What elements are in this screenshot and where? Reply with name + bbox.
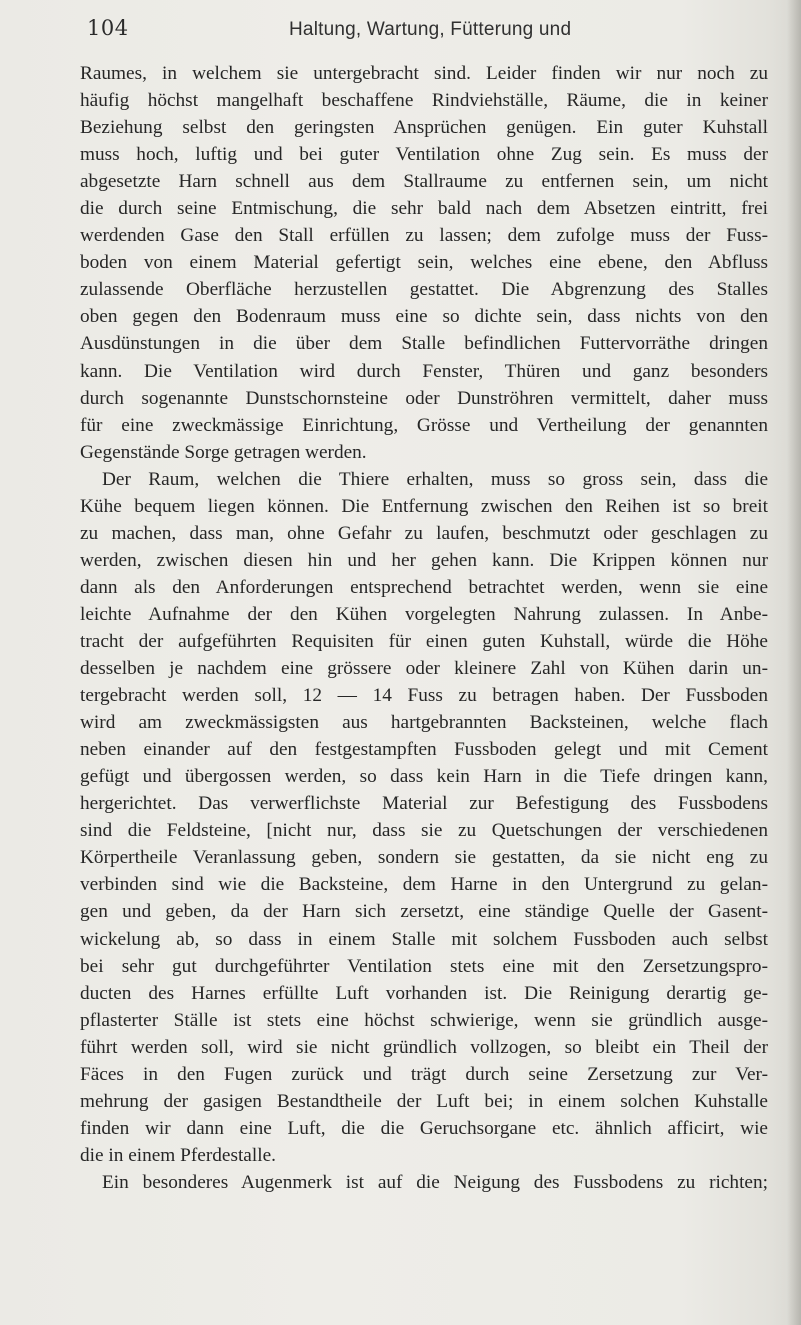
paragraph-first-line: Ein besonderes Augenmerk ist auf die Neigung des Fussbodens zu richten; [102,1171,768,1193]
text-line: Beziehung selbst den geringsten Ansprüchen genügen. Ein guter Kuhstall [80,117,768,139]
text-line: Kühe bequem liegen können. Die Entfernung zwischen den Reihen ist so breit [80,495,768,517]
text-line: neben einander auf den festgestampften Fussboden gelegt und mit Cement [80,739,768,761]
text-line: werdenden Gase den Stall erfüllen zu lassen; dem zufolge muss der Fuss- [80,225,768,247]
text-line: Raumes, in welchem sie untergebracht sind. Leider finden wir nur noch zu [80,63,768,84]
text-line: wird am zweckmässigsten aus hartgebrannten Backsteinen, welche flach [80,712,768,734]
text-line: zu machen, dass man, ohne Gefahr zu laufen, beschmutzt oder geschlagen zu [80,522,768,544]
text-line: kann. Die Ventilation wird durch Fenster, Thüren und ganz besonders [80,360,768,382]
text-line: hergerichtet. Das verwerflichste Material zur Befestigung des Fussbodens [80,793,768,815]
text-line: wickelung ab, so dass in einem Stalle mit solchem Fussboden auch selbst [80,928,768,950]
text-line: pflasterter Ställe ist stets eine höchst schwierige, wenn sie gründlich ausge- [80,1009,768,1031]
text-line: zulassende Oberfläche herzustellen gestattet. Die Abgrenzung des Stalles [80,279,768,301]
paragraph-first-line: Der Raum, welchen die Thiere erhalten, muss so gross sein, dass die [102,468,768,490]
text-line: gen und geben, da der Harn sich zersetzt, eine ständige Quelle der Gasent- [80,901,768,923]
text-line: führt werden soll, wird sie nicht gründlich vollzogen, so bleibt ein Theil der [80,1036,768,1058]
text-line: gefügt und übergossen werden, so dass kein Harn in die Tiefe dringen kann, [80,766,768,788]
body-text [80,60,768,1196]
text-line: desselben je nachdem eine grössere oder kleinere Zahl von Kühen darin un- [80,658,768,680]
running-head [87,16,707,46]
text-line: abgesetzte Harn schnell aus dem Stallraume zu entfernen sein, um nicht [80,171,768,193]
text-line: Ausdünstungen in die über dem Stalle befindlichen Futtervorräthe dringen [80,333,768,355]
text-line: werden, zwischen diesen hin und her gehen kann. Die Krippen können nur [80,549,768,571]
paragraph-last-line: die in einem Pferdestalle. [80,1144,276,1166]
text-line: häufig höchst mangelhaft beschaffene Rindviehställe, Räume, die in keiner [80,90,768,112]
text-line: leichte Aufnahme der den Kühen vorgelegten Nahrung zulassen. In Anbe- [80,603,768,625]
text-line: für eine zweckmässige Einrichtung, Grösse und Vertheilung der genannten [80,414,768,436]
page-number: 104 [87,16,129,40]
text-line: tracht der aufgeführten Requisiten für einen guten Kuhstall, würde die Höhe [80,630,768,652]
text-line: finden wir dann eine Luft, die die Geruchsorgane etc. ähnlich afficirt, wie [80,1117,768,1139]
text-line: sind die Feldsteine, [nicht nur, dass sie zu Quetschungen der verschiedenen [80,820,768,842]
text-line: verbinden sind wie die Backsteine, dem Harne in den Untergrund zu gelan- [80,874,768,896]
text-line: die durch seine Entmischung, die sehr bald nach dem Absetzen eintritt, frei [80,198,768,220]
text-line: ducten des Harnes erfüllte Luft vorhanden ist. Die Reinigung derartig ge- [80,982,768,1004]
text-line: boden von einem Material gefertigt sein, welches eine ebene, den Abfluss [80,252,768,274]
text-line: muss hoch, luftig und bei guter Ventilation ohne Zug sein. Es muss der [80,144,768,166]
text-line: mehrung der gasigen Bestandtheile der Luft bei; in einem solchen Kuhstalle [80,1090,768,1112]
text-line: oben gegen den Bodenraum muss eine so dichte sein, dass nichts von den [80,306,768,328]
text-line: dann als den Anforderungen entsprechend betrachtet werden, wenn sie eine [80,576,768,598]
paragraph-last-line: Gegenstände Sorge getragen werden. [80,441,367,463]
text-line: Körpertheile Veranlassung geben, sondern sie gestatten, da sie nicht eng zu [80,847,768,869]
text-line: Fäces in den Fugen zurück und trägt durch seine Zersetzung zur Ver- [80,1063,768,1085]
text-line: durch sogenannte Dunstschornsteine oder Dunströhren vermittelt, daher muss [80,387,768,409]
page-edge-shadow [787,0,801,1325]
text-line: bei sehr gut durchgeführter Ventilation stets eine mit den Zersetzungspro- [80,955,768,977]
running-title: Haltung, Wartung, Fütterung und [289,19,572,40]
text-line: tergebracht werden soll, 12 — 14 Fuss zu betragen haben. Der Fussboden [80,685,768,707]
